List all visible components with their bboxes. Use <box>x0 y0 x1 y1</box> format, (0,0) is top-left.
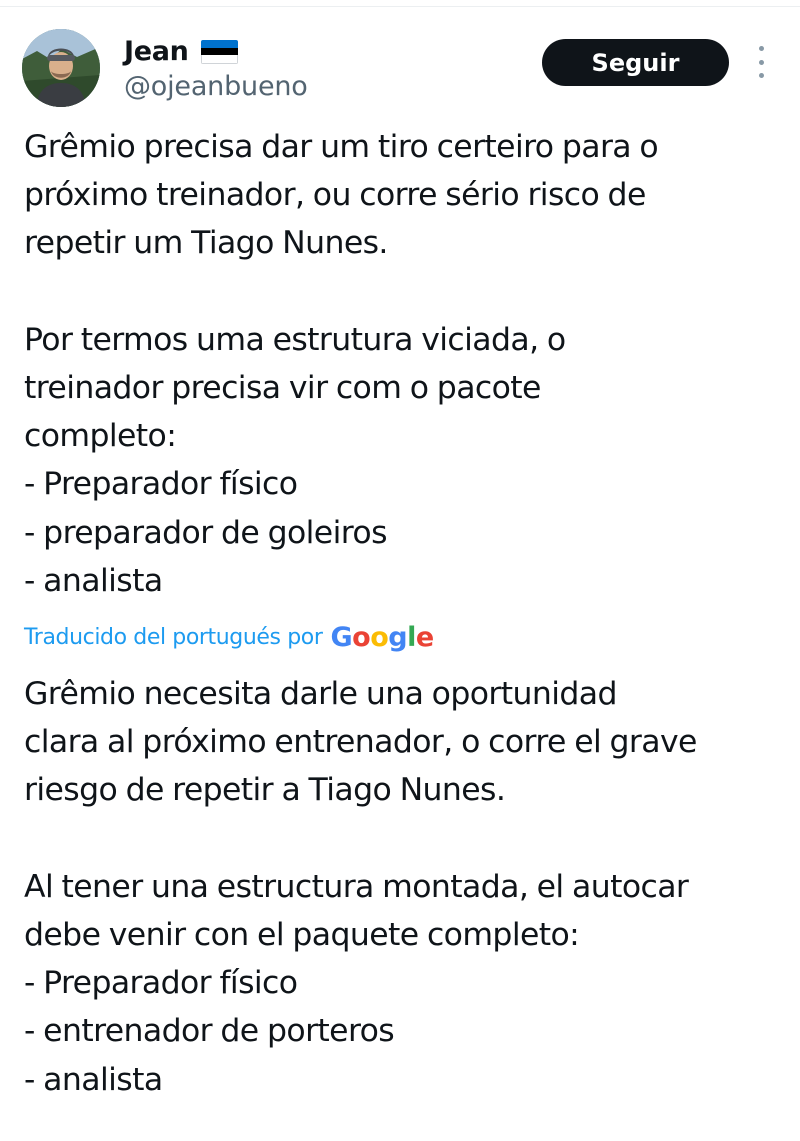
more-vertical-icon[interactable] <box>752 46 770 78</box>
google-logo <box>330 622 433 653</box>
google-logo-text <box>330 622 433 653</box>
google-logo-letter: l <box>407 621 416 653</box>
tweet-header <box>0 0 800 120</box>
google-logo-letter: g <box>388 621 408 653</box>
tweet-translated-text: Grêmio necesita darle una oportunidad clara al próximo entrenador, o corre el grave riesgo de repetir a Tiago Nunes. Al tener una estructura montada, el autocar debe venir con el paquete completo: - Preparador físico - entrenador de porteros - analista <box>24 676 697 1098</box>
name-row <box>124 33 238 69</box>
translation-note[interactable]: Traducido del portugués por <box>24 624 323 650</box>
translation-row <box>24 617 434 657</box>
google-logo-letter: G <box>330 621 353 653</box>
user-handle[interactable]: @ojeanbueno <box>124 71 308 102</box>
avatar-image <box>22 29 100 107</box>
estonia-flag-icon <box>201 40 238 64</box>
google-logo-letter: e <box>415 621 434 653</box>
google-logo-letter: o <box>352 621 371 653</box>
avatar[interactable] <box>22 29 100 107</box>
follow-button[interactable]: Seguir <box>542 39 729 86</box>
display-name[interactable]: Jean <box>124 35 189 67</box>
google-logo-letter: o <box>370 621 389 653</box>
tweet-original-text: Grêmio precisa dar um tiro certeiro para o próximo treinador, ou corre sério risco de repetir um Tiago Nunes. Por termos uma estrutura viciada, o treinador precisa vir com o pacote completo: - Preparador físico - preparador de goleiros - analista <box>24 129 659 599</box>
